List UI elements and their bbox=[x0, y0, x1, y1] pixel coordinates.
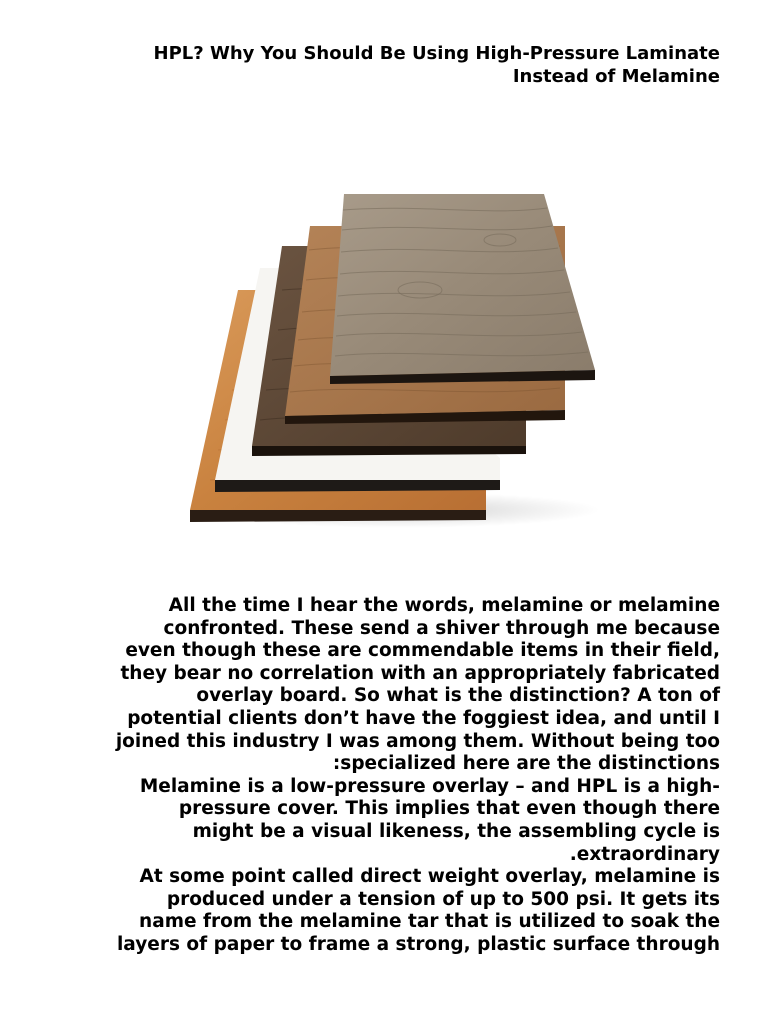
body-line: overlay board. So what is the distinction? A ton of bbox=[196, 685, 720, 707]
body-line: confronted. These send a shiver through me because bbox=[163, 617, 720, 639]
title-line-2: Instead of Melamine bbox=[512, 66, 720, 87]
body-line: All the time I hear the words, melamine or melamine bbox=[168, 595, 720, 616]
body-line: joined this industry I was among them. Without being too bbox=[115, 730, 720, 752]
body-line: even though these are commendable items in their field, bbox=[125, 640, 720, 662]
body-line: name from the melamine tar that is utilized to soak the bbox=[139, 911, 720, 933]
body-line: At some point called direct weight overlay, melamine is bbox=[139, 866, 720, 888]
grey-oak-board bbox=[330, 194, 595, 384]
article-body bbox=[30, 595, 720, 957]
body-line: might be a visual likeness, the assembling cycle is bbox=[192, 820, 720, 842]
body-line: layers of paper to frame a strong, plastic surface through bbox=[116, 933, 720, 955]
body-line: :specialized here are the distinctions bbox=[332, 753, 720, 775]
body-line: Melamine is a low-pressure overlay – and HPL is a high- bbox=[139, 775, 720, 797]
body-line: pressure cover. This implies that even though there bbox=[178, 798, 720, 820]
body-line: .extraordinary bbox=[569, 843, 720, 865]
body-line: potential clients don’t have the foggiest idea, and until I bbox=[127, 707, 720, 729]
laminate-samples-image bbox=[170, 180, 620, 540]
title-line-1: HPL? Why You Should Be Using High-Pressure Laminate bbox=[153, 43, 720, 64]
article-title bbox=[40, 42, 720, 88]
body-line: produced under a tension of up to 500 psi. It gets its bbox=[166, 888, 720, 910]
body-line: they bear no correlation with an appropriately fabricated bbox=[120, 662, 720, 684]
